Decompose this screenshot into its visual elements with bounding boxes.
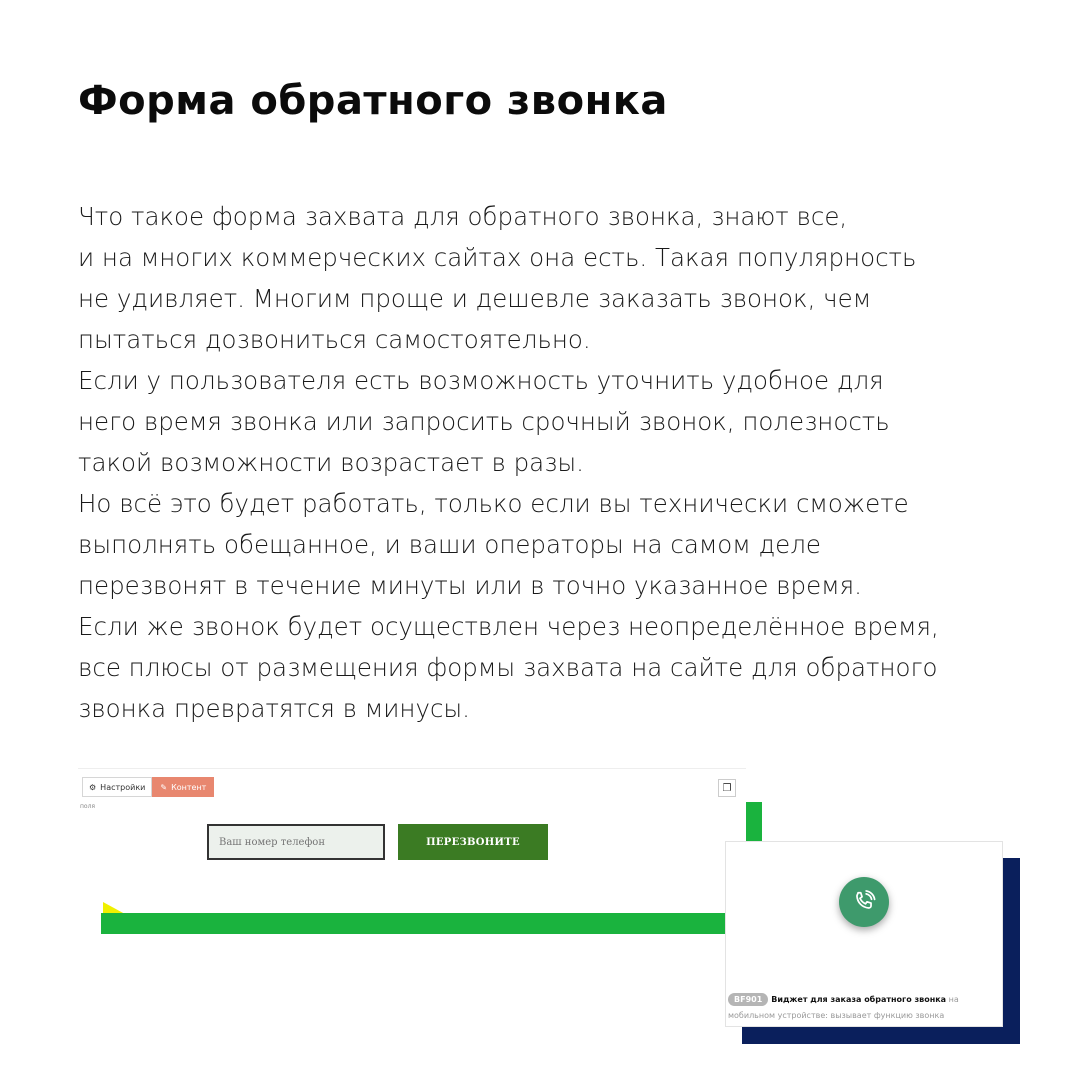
tab-settings-label: Настройки	[100, 782, 146, 792]
field-label: поля	[80, 803, 96, 810]
text-line: такой возможности возрастает в разы.	[78, 448, 584, 477]
text-line: Если же звонок будет осуществлен через неопределённое время,	[78, 612, 939, 641]
widget-caption	[728, 992, 1002, 1024]
text-line: Что такое форма захвата для обратного звонка, знают все,	[78, 202, 848, 231]
text-line: не удивляет. Многим проще и дешевле заказать звонок, чем	[78, 284, 872, 313]
green-accent-bar	[101, 913, 727, 934]
window-icon[interactable]: ❐	[718, 779, 736, 797]
call-fab-button[interactable]	[839, 877, 889, 927]
text-line: Но всё это будет работать, только если вы технически сможете	[78, 489, 909, 518]
article-body	[78, 196, 1038, 729]
widget-screenshot	[725, 841, 1003, 1027]
phone-call-icon	[851, 889, 877, 915]
text-line: него время звонка или запросить срочный звонок, полезность	[78, 407, 890, 436]
widget-caption-rest: на мобильном устройстве: вызывает функцию звонка	[728, 995, 959, 1020]
text-line: и на многих коммерческих сайтах она есть. Такая популярность	[78, 243, 917, 272]
phone-input[interactable]	[207, 824, 385, 860]
widget-caption-title: Виджет для заказа обратного звонка	[771, 995, 947, 1004]
call-back-button[interactable]: ПЕРЕЗВОНИТЕ	[398, 824, 548, 860]
text-line: звонка превратятся в минусы.	[78, 694, 470, 723]
widget-code-badge: BF901	[728, 993, 768, 1006]
text-line: все плюсы от размещения формы захвата на сайте для обратного	[78, 653, 938, 682]
tab-content-label: Контент	[171, 782, 207, 792]
gear-icon: ⚙	[89, 782, 97, 792]
green-accent-bar-vertical	[744, 802, 762, 842]
editor-screenshot	[78, 768, 746, 914]
text-line: Если у пользователя есть возможность уточнить удобное для	[78, 366, 884, 395]
text-line: пытаться дозвониться самостоятельно.	[78, 325, 591, 354]
text-line: выполнять обещанное, и ваши операторы на самом деле	[78, 530, 821, 559]
pencil-icon: ✎	[160, 782, 168, 792]
text-line: перезвонят в течение минуты или в точно указанное время.	[78, 571, 862, 600]
editor-tabs	[82, 777, 214, 797]
tab-content[interactable]	[152, 777, 214, 797]
tab-settings[interactable]	[82, 777, 152, 797]
page-title: Форма обратного звонка	[78, 78, 668, 124]
